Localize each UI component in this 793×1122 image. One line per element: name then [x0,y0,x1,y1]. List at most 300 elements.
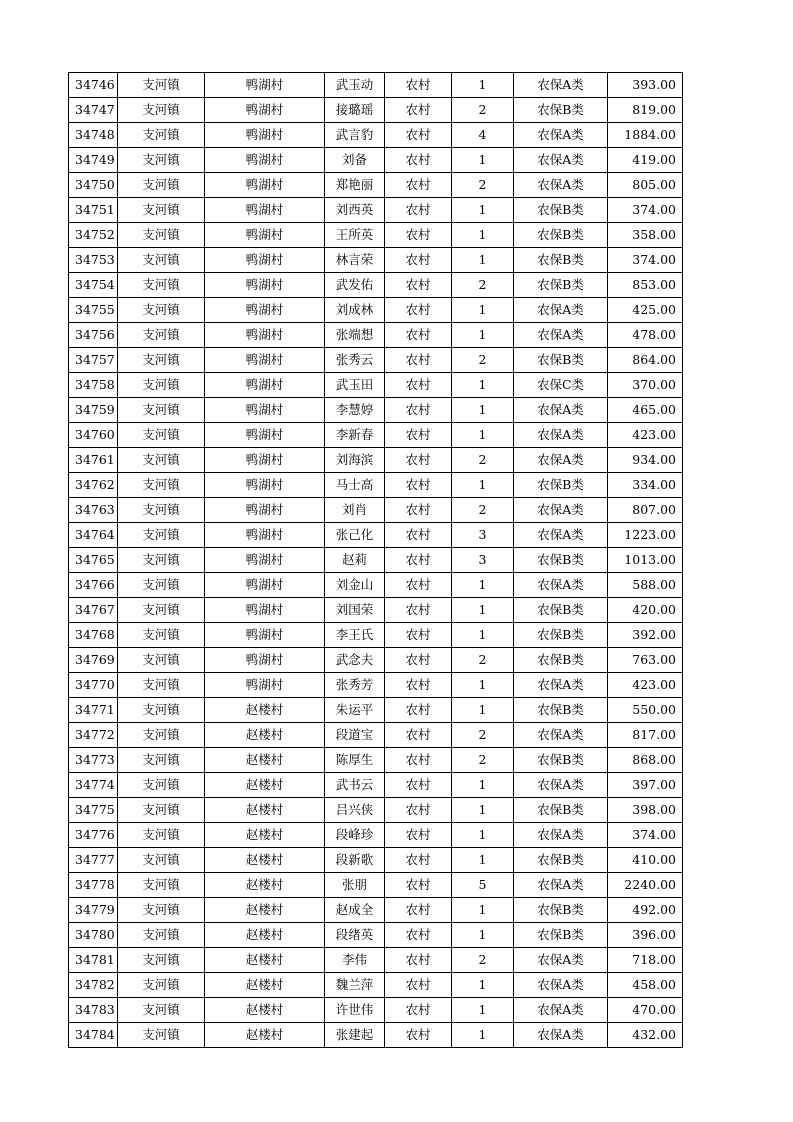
amount-cell: 425.00 [608,298,683,323]
table-row [69,98,683,123]
amount-cell: 423.00 [608,423,683,448]
table-row [69,798,683,823]
member-count-cell: 2 [452,273,514,298]
table-row [69,348,683,373]
row-id-cell: 34752 [69,223,118,248]
row-id-cell: 34758 [69,373,118,398]
name-cell: 刘成林 [325,298,385,323]
category-cell: 农保A类 [514,823,608,848]
table-row [69,198,683,223]
village-cell: 赵楼村 [205,998,325,1023]
household-type-cell: 农村 [385,698,452,723]
household-type-cell: 农村 [385,98,452,123]
table-row [69,598,683,623]
amount-cell: 374.00 [608,248,683,273]
member-count-cell: 1 [452,198,514,223]
table-row [69,848,683,873]
town-cell: 支河镇 [118,123,205,148]
amount-cell: 934.00 [608,448,683,473]
amount-cell: 458.00 [608,973,683,998]
amount-cell: 419.00 [608,148,683,173]
table-row [69,698,683,723]
row-id-cell: 34748 [69,123,118,148]
table-row [69,223,683,248]
name-cell: 刘海滨 [325,448,385,473]
category-cell: 农保A类 [514,1023,608,1048]
category-cell: 农保B类 [514,798,608,823]
town-cell: 支河镇 [118,323,205,348]
village-cell: 鸭湖村 [205,423,325,448]
amount-cell: 420.00 [608,598,683,623]
village-cell: 鸭湖村 [205,473,325,498]
member-count-cell: 2 [452,748,514,773]
row-id-cell: 34759 [69,398,118,423]
member-count-cell: 1 [452,848,514,873]
table-row [69,498,683,523]
member-count-cell: 3 [452,548,514,573]
town-cell: 支河镇 [118,998,205,1023]
household-type-cell: 农村 [385,548,452,573]
town-cell: 支河镇 [118,823,205,848]
village-cell: 鸭湖村 [205,248,325,273]
household-type-cell: 农村 [385,523,452,548]
table-row [69,148,683,173]
town-cell: 支河镇 [118,198,205,223]
category-cell: 农保A类 [514,423,608,448]
amount-cell: 864.00 [608,348,683,373]
household-type-cell: 农村 [385,823,452,848]
name-cell: 张朋 [325,873,385,898]
category-cell: 农保A类 [514,123,608,148]
amount-cell: 550.00 [608,698,683,723]
category-cell: 农保C类 [514,373,608,398]
row-id-cell: 34761 [69,448,118,473]
household-type-cell: 农村 [385,373,452,398]
category-cell: 农保A类 [514,773,608,798]
village-cell: 鸭湖村 [205,123,325,148]
row-id-cell: 34773 [69,748,118,773]
amount-cell: 819.00 [608,98,683,123]
village-cell: 鸭湖村 [205,98,325,123]
category-cell: 农保A类 [514,573,608,598]
table-row [69,398,683,423]
category-cell: 农保A类 [514,173,608,198]
name-cell: 武发佑 [325,273,385,298]
row-id-cell: 34750 [69,173,118,198]
row-id-cell: 34753 [69,248,118,273]
household-type-cell: 农村 [385,948,452,973]
table-row [69,73,683,98]
amount-cell: 423.00 [608,673,683,698]
town-cell: 支河镇 [118,548,205,573]
amount-cell: 358.00 [608,223,683,248]
amount-cell: 478.00 [608,323,683,348]
village-cell: 赵楼村 [205,798,325,823]
name-cell: 张建起 [325,1023,385,1048]
category-cell: 农保A类 [514,298,608,323]
name-cell: 刘金山 [325,573,385,598]
member-count-cell: 1 [452,248,514,273]
row-id-cell: 34769 [69,648,118,673]
name-cell: 朱运平 [325,698,385,723]
town-cell: 支河镇 [118,598,205,623]
household-type-cell: 农村 [385,773,452,798]
category-cell: 农保B类 [514,248,608,273]
row-id-cell: 34760 [69,423,118,448]
category-cell: 农保A类 [514,948,608,973]
town-cell: 支河镇 [118,623,205,648]
row-id-cell: 34763 [69,498,118,523]
table-row [69,623,683,648]
name-cell: 张己化 [325,523,385,548]
village-cell: 赵楼村 [205,773,325,798]
name-cell: 李慧婷 [325,398,385,423]
town-cell: 支河镇 [118,273,205,298]
name-cell: 段峰珍 [325,823,385,848]
village-cell: 赵楼村 [205,948,325,973]
category-cell: 农保B类 [514,648,608,673]
name-cell: 刘国荣 [325,598,385,623]
category-cell: 农保A类 [514,998,608,1023]
member-count-cell: 1 [452,373,514,398]
amount-cell: 374.00 [608,198,683,223]
table-row [69,973,683,998]
row-id-cell: 34777 [69,848,118,873]
category-cell: 农保B类 [514,273,608,298]
member-count-cell: 2 [452,98,514,123]
village-cell: 鸭湖村 [205,298,325,323]
row-id-cell: 34782 [69,973,118,998]
town-cell: 支河镇 [118,373,205,398]
village-cell: 鸭湖村 [205,598,325,623]
amount-cell: 763.00 [608,648,683,673]
member-count-cell: 1 [452,398,514,423]
household-type-cell: 农村 [385,498,452,523]
member-count-cell: 5 [452,873,514,898]
town-cell: 支河镇 [118,773,205,798]
name-cell: 武玉田 [325,373,385,398]
table-row [69,548,683,573]
village-cell: 赵楼村 [205,748,325,773]
amount-cell: 393.00 [608,73,683,98]
member-count-cell: 4 [452,123,514,148]
category-cell: 农保A类 [514,523,608,548]
table-row [69,423,683,448]
household-type-cell: 农村 [385,473,452,498]
member-count-cell: 1 [452,623,514,648]
row-id-cell: 34784 [69,1023,118,1048]
amount-cell: 465.00 [608,398,683,423]
name-cell: 马士高 [325,473,385,498]
row-id-cell: 34771 [69,698,118,723]
household-type-cell: 农村 [385,998,452,1023]
member-count-cell: 2 [452,648,514,673]
village-cell: 鸭湖村 [205,623,325,648]
household-type-cell: 农村 [385,198,452,223]
table-row [69,448,683,473]
row-id-cell: 34764 [69,523,118,548]
village-cell: 鸭湖村 [205,223,325,248]
household-type-cell: 农村 [385,348,452,373]
town-cell: 支河镇 [118,148,205,173]
member-count-cell: 2 [452,173,514,198]
household-type-cell: 农村 [385,273,452,298]
row-id-cell: 34775 [69,798,118,823]
table-row [69,948,683,973]
member-count-cell: 3 [452,523,514,548]
row-id-cell: 34765 [69,548,118,573]
household-type-cell: 农村 [385,148,452,173]
village-cell: 鸭湖村 [205,398,325,423]
amount-cell: 718.00 [608,948,683,973]
amount-cell: 398.00 [608,798,683,823]
household-type-cell: 农村 [385,873,452,898]
name-cell: 吕兴侠 [325,798,385,823]
name-cell: 许世伟 [325,998,385,1023]
town-cell: 支河镇 [118,848,205,873]
town-cell: 支河镇 [118,223,205,248]
row-id-cell: 34779 [69,898,118,923]
category-cell: 农保B类 [514,548,608,573]
row-id-cell: 34754 [69,273,118,298]
category-cell: 农保A类 [514,398,608,423]
town-cell: 支河镇 [118,298,205,323]
name-cell: 武言豹 [325,123,385,148]
amount-cell: 807.00 [608,498,683,523]
amount-cell: 853.00 [608,273,683,298]
town-cell: 支河镇 [118,973,205,998]
table-row [69,573,683,598]
table-row [69,373,683,398]
table-row [69,173,683,198]
household-type-cell: 农村 [385,848,452,873]
village-cell: 鸭湖村 [205,273,325,298]
row-id-cell: 34776 [69,823,118,848]
village-cell: 鸭湖村 [205,348,325,373]
household-type-cell: 农村 [385,1023,452,1048]
row-id-cell: 34756 [69,323,118,348]
table-body [69,73,683,1048]
amount-cell: 410.00 [608,848,683,873]
row-id-cell: 34755 [69,298,118,323]
category-cell: 农保A类 [514,673,608,698]
village-cell: 赵楼村 [205,973,325,998]
row-id-cell: 34772 [69,723,118,748]
name-cell: 林言荣 [325,248,385,273]
household-type-cell: 农村 [385,623,452,648]
member-count-cell: 1 [452,673,514,698]
member-count-cell: 2 [452,498,514,523]
member-count-cell: 1 [452,698,514,723]
village-cell: 鸭湖村 [205,448,325,473]
table-row [69,323,683,348]
table-row [69,248,683,273]
row-id-cell: 34774 [69,773,118,798]
table-row [69,273,683,298]
household-type-cell: 农村 [385,898,452,923]
category-cell: 农保B类 [514,698,608,723]
member-count-cell: 1 [452,1023,514,1048]
category-cell: 农保B类 [514,923,608,948]
town-cell: 支河镇 [118,923,205,948]
name-cell: 李伟 [325,948,385,973]
household-type-cell: 农村 [385,798,452,823]
member-count-cell: 1 [452,148,514,173]
name-cell: 段绪英 [325,923,385,948]
village-cell: 鸭湖村 [205,73,325,98]
village-cell: 鸭湖村 [205,548,325,573]
village-cell: 鸭湖村 [205,673,325,698]
town-cell: 支河镇 [118,73,205,98]
member-count-cell: 1 [452,923,514,948]
member-count-cell: 1 [452,323,514,348]
data-table [68,72,683,1048]
category-cell: 农保B类 [514,623,608,648]
name-cell: 刘备 [325,148,385,173]
town-cell: 支河镇 [118,423,205,448]
household-type-cell: 农村 [385,298,452,323]
table-row [69,823,683,848]
village-cell: 鸭湖村 [205,648,325,673]
amount-cell: 817.00 [608,723,683,748]
household-type-cell: 农村 [385,398,452,423]
member-count-cell: 1 [452,973,514,998]
amount-cell: 1013.00 [608,548,683,573]
row-id-cell: 34749 [69,148,118,173]
household-type-cell: 农村 [385,723,452,748]
amount-cell: 2240.00 [608,873,683,898]
town-cell: 支河镇 [118,498,205,523]
village-cell: 鸭湖村 [205,498,325,523]
table-row [69,673,683,698]
town-cell: 支河镇 [118,398,205,423]
member-count-cell: 1 [452,773,514,798]
household-type-cell: 农村 [385,448,452,473]
village-cell: 鸭湖村 [205,173,325,198]
amount-cell: 868.00 [608,748,683,773]
category-cell: 农保B类 [514,98,608,123]
town-cell: 支河镇 [118,1023,205,1048]
name-cell: 武玉动 [325,73,385,98]
town-cell: 支河镇 [118,523,205,548]
table-row [69,298,683,323]
town-cell: 支河镇 [118,798,205,823]
category-cell: 农保A类 [514,873,608,898]
village-cell: 赵楼村 [205,1023,325,1048]
village-cell: 赵楼村 [205,698,325,723]
row-id-cell: 34762 [69,473,118,498]
household-type-cell: 农村 [385,573,452,598]
member-count-cell: 1 [452,298,514,323]
category-cell: 农保A类 [514,148,608,173]
name-cell: 接璐瑶 [325,98,385,123]
row-id-cell: 34746 [69,73,118,98]
village-cell: 赵楼村 [205,848,325,873]
town-cell: 支河镇 [118,173,205,198]
amount-cell: 1884.00 [608,123,683,148]
table-row [69,873,683,898]
row-id-cell: 34767 [69,598,118,623]
member-count-cell: 1 [452,573,514,598]
household-type-cell: 农村 [385,173,452,198]
name-cell: 刘西英 [325,198,385,223]
village-cell: 赵楼村 [205,898,325,923]
name-cell: 张秀云 [325,348,385,373]
village-cell: 鸭湖村 [205,148,325,173]
table-row [69,648,683,673]
town-cell: 支河镇 [118,98,205,123]
member-count-cell: 1 [452,798,514,823]
amount-cell: 334.00 [608,473,683,498]
village-cell: 赵楼村 [205,873,325,898]
category-cell: 农保B类 [514,473,608,498]
table-row [69,473,683,498]
household-type-cell: 农村 [385,648,452,673]
member-count-cell: 2 [452,948,514,973]
category-cell: 农保B类 [514,848,608,873]
row-id-cell: 34757 [69,348,118,373]
name-cell: 赵成全 [325,898,385,923]
town-cell: 支河镇 [118,873,205,898]
amount-cell: 805.00 [608,173,683,198]
name-cell: 张秀芳 [325,673,385,698]
member-count-cell: 1 [452,823,514,848]
table-row [69,523,683,548]
category-cell: 农保A类 [514,723,608,748]
table-row [69,998,683,1023]
household-type-cell: 农村 [385,748,452,773]
town-cell: 支河镇 [118,898,205,923]
household-type-cell: 农村 [385,73,452,98]
row-id-cell: 34770 [69,673,118,698]
household-type-cell: 农村 [385,223,452,248]
name-cell: 李新春 [325,423,385,448]
category-cell: 农保A类 [514,448,608,473]
household-type-cell: 农村 [385,123,452,148]
name-cell: 赵莉 [325,548,385,573]
town-cell: 支河镇 [118,948,205,973]
row-id-cell: 34778 [69,873,118,898]
town-cell: 支河镇 [118,248,205,273]
household-type-cell: 农村 [385,248,452,273]
town-cell: 支河镇 [118,448,205,473]
category-cell: 农保B类 [514,598,608,623]
amount-cell: 470.00 [608,998,683,1023]
table-row [69,748,683,773]
row-id-cell: 34751 [69,198,118,223]
village-cell: 赵楼村 [205,723,325,748]
category-cell: 农保A类 [514,498,608,523]
town-cell: 支河镇 [118,698,205,723]
row-id-cell: 34780 [69,923,118,948]
amount-cell: 1223.00 [608,523,683,548]
town-cell: 支河镇 [118,723,205,748]
name-cell: 刘肖 [325,498,385,523]
household-type-cell: 农村 [385,973,452,998]
town-cell: 支河镇 [118,673,205,698]
table-row [69,723,683,748]
name-cell: 李王氏 [325,623,385,648]
category-cell: 农保B类 [514,348,608,373]
row-id-cell: 34747 [69,98,118,123]
category-cell: 农保B类 [514,223,608,248]
amount-cell: 392.00 [608,623,683,648]
table-row [69,898,683,923]
member-count-cell: 1 [452,598,514,623]
row-id-cell: 34783 [69,998,118,1023]
town-cell: 支河镇 [118,348,205,373]
household-type-cell: 农村 [385,673,452,698]
